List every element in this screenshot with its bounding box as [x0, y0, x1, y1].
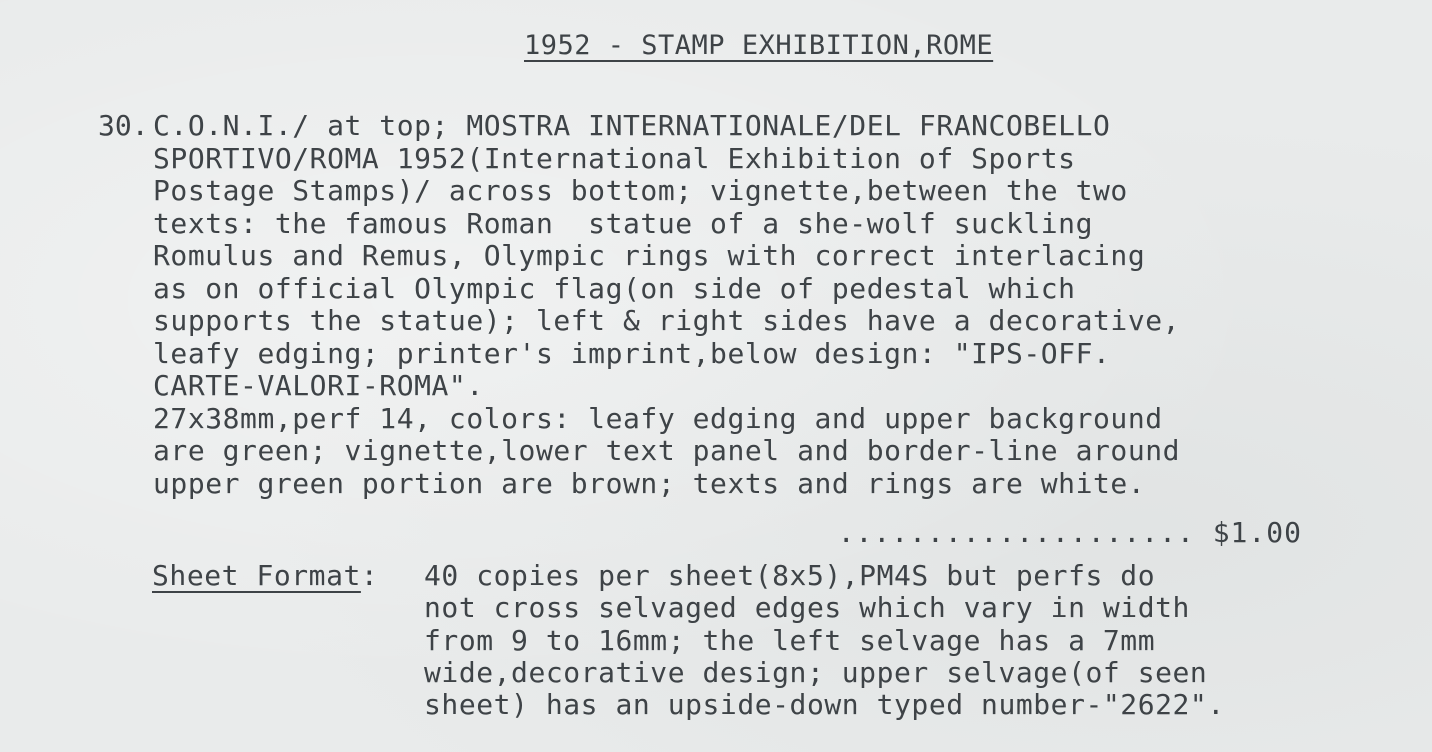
description-line: C.O.N.I./ at top; MOSTRA INTERNATIONALE/DEL FRANCOBELLO: [153, 109, 1111, 142]
description-line: SPORTIVO/ROMA 1952(International Exhibition of Sports: [153, 141, 1076, 175]
price-row: [838, 517, 1302, 549]
description-line: CARTE-VALORI-ROMA".: [153, 369, 484, 402]
document-title: 1952 - STAMP EXHIBITION,ROME: [524, 30, 994, 61]
description-line: are green; vignette,lower text panel and border-line around: [153, 434, 1181, 467]
price-value: $1.00: [1212, 516, 1302, 549]
sheet-format-line: 40 copies per sheet(8x5),PM4S but perfs do: [424, 559, 1156, 592]
description-line: Postage Stamps)/ across bottom; vignette,between the two: [153, 174, 1128, 207]
sheet-format-description: [424, 560, 1324, 721]
sheet-format-line: from 9 to 16mm; the left selvage has a 7mm: [424, 623, 1156, 657]
item-description: [153, 110, 1333, 500]
description-line: upper green portion are brown; texts and rings are white.: [153, 466, 1146, 500]
description-line: texts: the famous Roman statue of a she-wolf suckling: [153, 206, 1094, 240]
description-line: as on official Olympic flag(on side of pedestal which: [153, 271, 1076, 305]
sheet-format-line: not cross selvaged edges which vary in width: [424, 591, 1190, 625]
description-line: supports the statue); left & right sides have a decorative,: [153, 304, 1181, 337]
description-line: 27x38mm,perf 14, colors: leafy edging and upper background: [153, 401, 1163, 435]
description-line: leafy edging; printer's imprint,below design: "IPS-OFF.: [153, 336, 1111, 370]
sheet-format-line: wide,decorative design; upper selvage(of seen: [424, 655, 1208, 689]
item-number: 30.: [98, 109, 149, 142]
price-leader-dots: ....................: [837, 516, 1195, 549]
sheet-format-colon: :: [360, 559, 379, 592]
sheet-format-line: sheet) has an upside-down typed number-"2622".: [424, 688, 1225, 722]
sheet-format-label: [152, 560, 378, 592]
sheet-format-label-text: Sheet Format: [152, 559, 361, 592]
description-line: Romulus and Remus, Olympic rings with correct interlacing: [153, 239, 1146, 272]
